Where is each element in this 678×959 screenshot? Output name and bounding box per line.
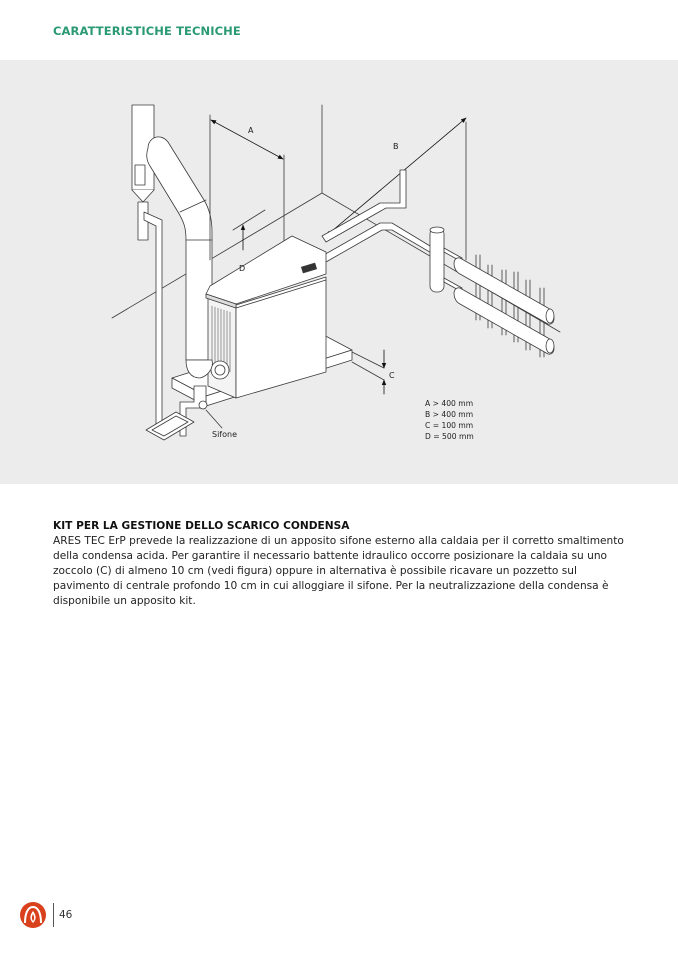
- flame-logo-icon: [19, 901, 47, 929]
- page-number: 46: [59, 909, 73, 921]
- diagram-drawing: [0, 60, 678, 484]
- installation-diagram: [0, 60, 678, 484]
- dimension-item: A > 400 mm: [425, 399, 474, 408]
- dimension-b: [326, 118, 466, 236]
- section-header: CARATTERISTICHE TECNICHE: [53, 24, 241, 38]
- label-c: C: [389, 371, 395, 380]
- footer-divider: [53, 903, 54, 927]
- room-outline: [112, 105, 560, 332]
- dimension-item: B > 400 mm: [425, 410, 474, 419]
- dimension-legend: [425, 398, 474, 442]
- dimension-c: [352, 350, 384, 394]
- label-a: A: [248, 126, 254, 135]
- page-footer: [19, 900, 72, 930]
- label-b: B: [393, 142, 399, 151]
- label-siphon: Sifone: [212, 430, 238, 439]
- dimension-item: D = 500 mm: [425, 432, 474, 441]
- section-body: ARES TEC ErP prevede la realizzazione di un apposito sifone esterno alla caldaia per il corretto smaltimento della condensa acida. Per garantire il necessario battente idraulico occorre posizionare la caldaia su uno zoccolo (C) di almeno 10 cm (vedi figura) oppure in alternativa è possibile ricavare un pozzetto sul pavimento di centrale profondo 10 cm in cui alloggiare il sifone. Per la neutralizzazione della condensa è disponibile un apposito kit.: [53, 535, 624, 607]
- content-section: [53, 519, 628, 609]
- dimension-item: C = 100 mm: [425, 421, 474, 430]
- radiator: [444, 248, 554, 357]
- label-d: D: [239, 264, 246, 273]
- section-title: KIT PER LA GESTIONE DELLO SCARICO CONDENSA: [53, 520, 350, 532]
